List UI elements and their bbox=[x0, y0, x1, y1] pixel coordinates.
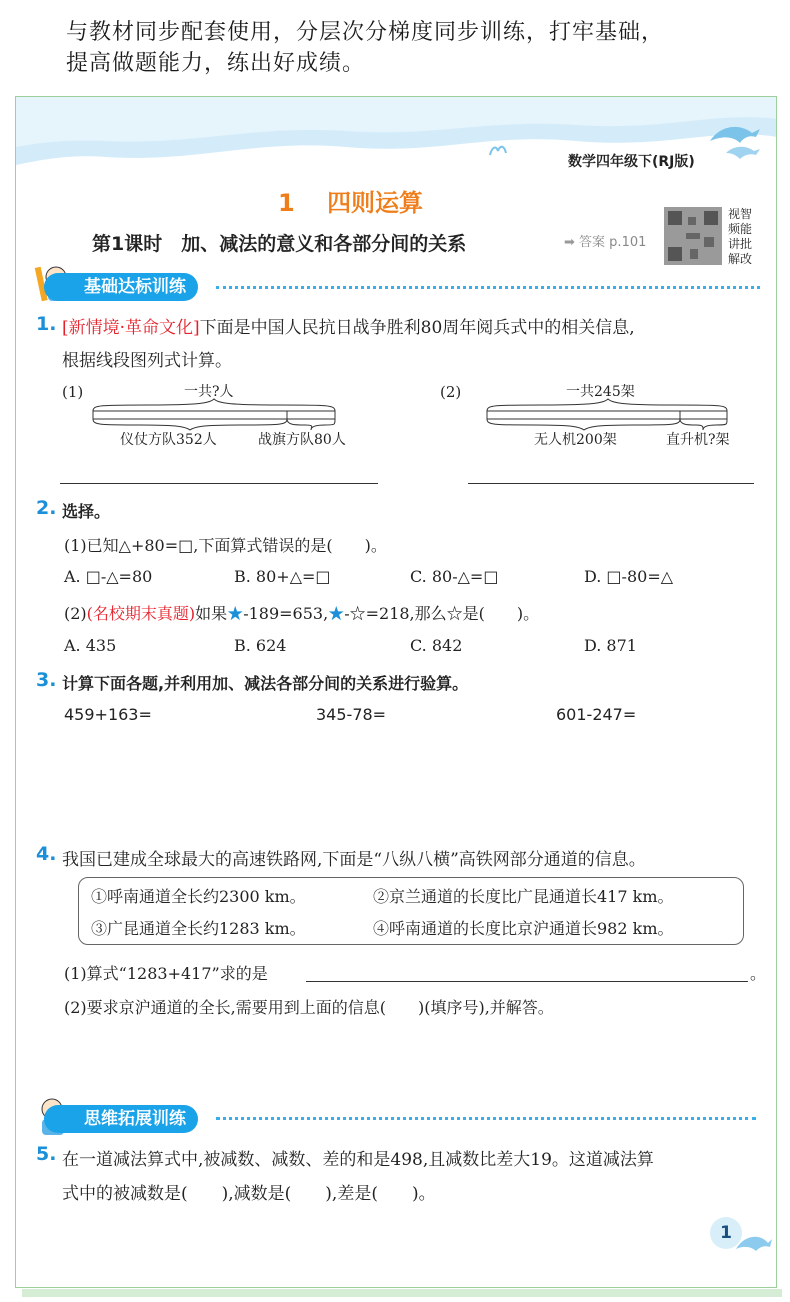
option-a[interactable]: A. 435 bbox=[64, 636, 117, 655]
info-box bbox=[78, 877, 744, 945]
answer-line[interactable] bbox=[60, 483, 378, 484]
dolphin-icon bbox=[706, 119, 766, 169]
segment-label: 战旗方队80人 bbox=[258, 432, 346, 448]
calc-item: 601-247= bbox=[556, 705, 637, 724]
question-2-title: 选择。 bbox=[62, 502, 111, 521]
page-number: 1 bbox=[710, 1217, 742, 1249]
segment-label: 直升机?架 bbox=[666, 432, 730, 448]
qr-caption-line: 视智 bbox=[728, 207, 753, 221]
question-2-sub-2 bbox=[64, 601, 539, 624]
qr-caption bbox=[728, 207, 752, 267]
question-text: 如果 bbox=[195, 604, 228, 623]
sub-label: (2) bbox=[64, 604, 87, 623]
option-c[interactable]: C. 80-△=□ bbox=[410, 567, 499, 586]
question-1-text bbox=[62, 313, 635, 338]
question-4-sub-1: (1)算式“1283+417”求的是 bbox=[64, 964, 268, 983]
calc-item: 345-78= bbox=[316, 705, 387, 724]
promo-line-1: 与教材同步配套使用，分层次分梯度同步训练，打牢基础， bbox=[66, 20, 665, 45]
option-a[interactable]: A. □-△=80 bbox=[64, 567, 153, 586]
info-item: ②京兰通道的长度比广昆通道长417 km。 bbox=[373, 887, 674, 906]
question-4-text: 我国已建成全球最大的高速铁路网,下面是“八纵八横”高铁网部分通道的信息。 bbox=[62, 850, 646, 870]
question-number: 1. bbox=[36, 313, 57, 335]
answer-page-ref: 答案 p.101 bbox=[579, 235, 647, 250]
star-icon: ★ bbox=[328, 604, 345, 623]
chapter-title bbox=[278, 183, 423, 218]
line-segment-diagram-2 bbox=[484, 397, 734, 431]
chapter-number: 1 bbox=[278, 189, 295, 217]
section-divider bbox=[216, 1117, 756, 1120]
worksheet-page bbox=[15, 96, 777, 1288]
answer-line[interactable] bbox=[468, 483, 754, 484]
question-3-title: 计算下面各题,并利用加、减法各部分间的关系进行验算。 bbox=[62, 674, 469, 693]
section-basic-title: 基础达标训练 bbox=[44, 273, 198, 301]
question-text: 下面是中国人民抗日战争胜利80周年阅兵式中的相关信息, bbox=[199, 318, 635, 338]
question-number: 5. bbox=[36, 1143, 57, 1165]
option-d[interactable]: D. □-80=△ bbox=[584, 567, 674, 586]
chapter-name: 四则运算 bbox=[327, 189, 424, 217]
line-segment-diagram-1 bbox=[90, 397, 340, 431]
answer-line[interactable] bbox=[306, 981, 748, 982]
segment-label: 无人机200架 bbox=[534, 432, 617, 448]
segment-total-label: 一共?人 bbox=[184, 384, 234, 400]
option-b[interactable]: B. 624 bbox=[234, 636, 287, 655]
question-number: 4. bbox=[36, 843, 57, 865]
star-icon: ★ bbox=[227, 604, 244, 623]
source-tag: (名校期末真题) bbox=[86, 604, 196, 623]
question-text: -189=653, bbox=[243, 604, 329, 623]
splash-icon bbox=[486, 141, 510, 157]
question-4-sub-2: (2)要求京沪通道的全长,需要用到上面的信息( )(填序号),并解答。 bbox=[64, 998, 554, 1017]
context-tag: [新情境·革命文化] bbox=[62, 318, 200, 338]
dolphin-icon bbox=[734, 1227, 774, 1259]
arrow-right-icon: ➡ bbox=[564, 235, 575, 250]
info-item: ③广昆通道全长约1283 km。 bbox=[91, 919, 306, 938]
question-2-sub-1: (1)已知△+80=□,下面算式错误的是( )。 bbox=[64, 536, 387, 555]
lesson-title: 第1课时 加、减法的意义和各部分间的关系 bbox=[92, 233, 467, 255]
question-number: 2. bbox=[36, 497, 57, 519]
answer-reference bbox=[564, 231, 646, 250]
info-item: ④呼南通道的长度比京沪通道长982 km。 bbox=[373, 919, 674, 938]
promo-text bbox=[66, 17, 746, 79]
page-shadow bbox=[22, 1289, 782, 1297]
section-divider bbox=[216, 286, 760, 289]
segment-total-label: 一共245架 bbox=[566, 384, 635, 400]
sentence-end: 。 bbox=[750, 964, 767, 983]
option-c[interactable]: C. 842 bbox=[410, 636, 463, 655]
question-number: 3. bbox=[36, 669, 57, 691]
part-label: (2) bbox=[440, 383, 462, 401]
question-5-text-2: 式中的被减数是( ),减数是( ),差是( )。 bbox=[62, 1184, 436, 1204]
qr-caption-line: 解改 bbox=[728, 252, 753, 266]
qr-pattern bbox=[664, 207, 722, 265]
question-1-text-2: 根据线段图列式计算。 bbox=[62, 351, 232, 371]
section-extension-title: 思维拓展训练 bbox=[44, 1105, 198, 1133]
question-5-text: 在一道减法算式中,被减数、减数、差的和是498,且减数比差大19。这道减法算 bbox=[62, 1150, 654, 1170]
qr-caption-line: 频能 bbox=[728, 222, 753, 236]
segment-label: 仪仗方队352人 bbox=[120, 432, 217, 448]
qr-code[interactable] bbox=[664, 207, 722, 265]
info-item: ①呼南通道全长约2300 km。 bbox=[91, 887, 306, 906]
promo-line-2: 提高做题能力，练出好成绩。 bbox=[66, 51, 366, 76]
qr-caption-line: 讲批 bbox=[728, 237, 753, 251]
option-d[interactable]: D. 871 bbox=[584, 636, 637, 655]
calc-item: 459+163= bbox=[64, 705, 152, 724]
option-b[interactable]: B. 80+△=□ bbox=[234, 567, 331, 586]
book-label: 数学四年级下(RJ版) bbox=[568, 154, 695, 170]
question-text: -☆=218,那么☆是( )。 bbox=[344, 604, 540, 623]
part-label: (1) bbox=[62, 383, 84, 401]
